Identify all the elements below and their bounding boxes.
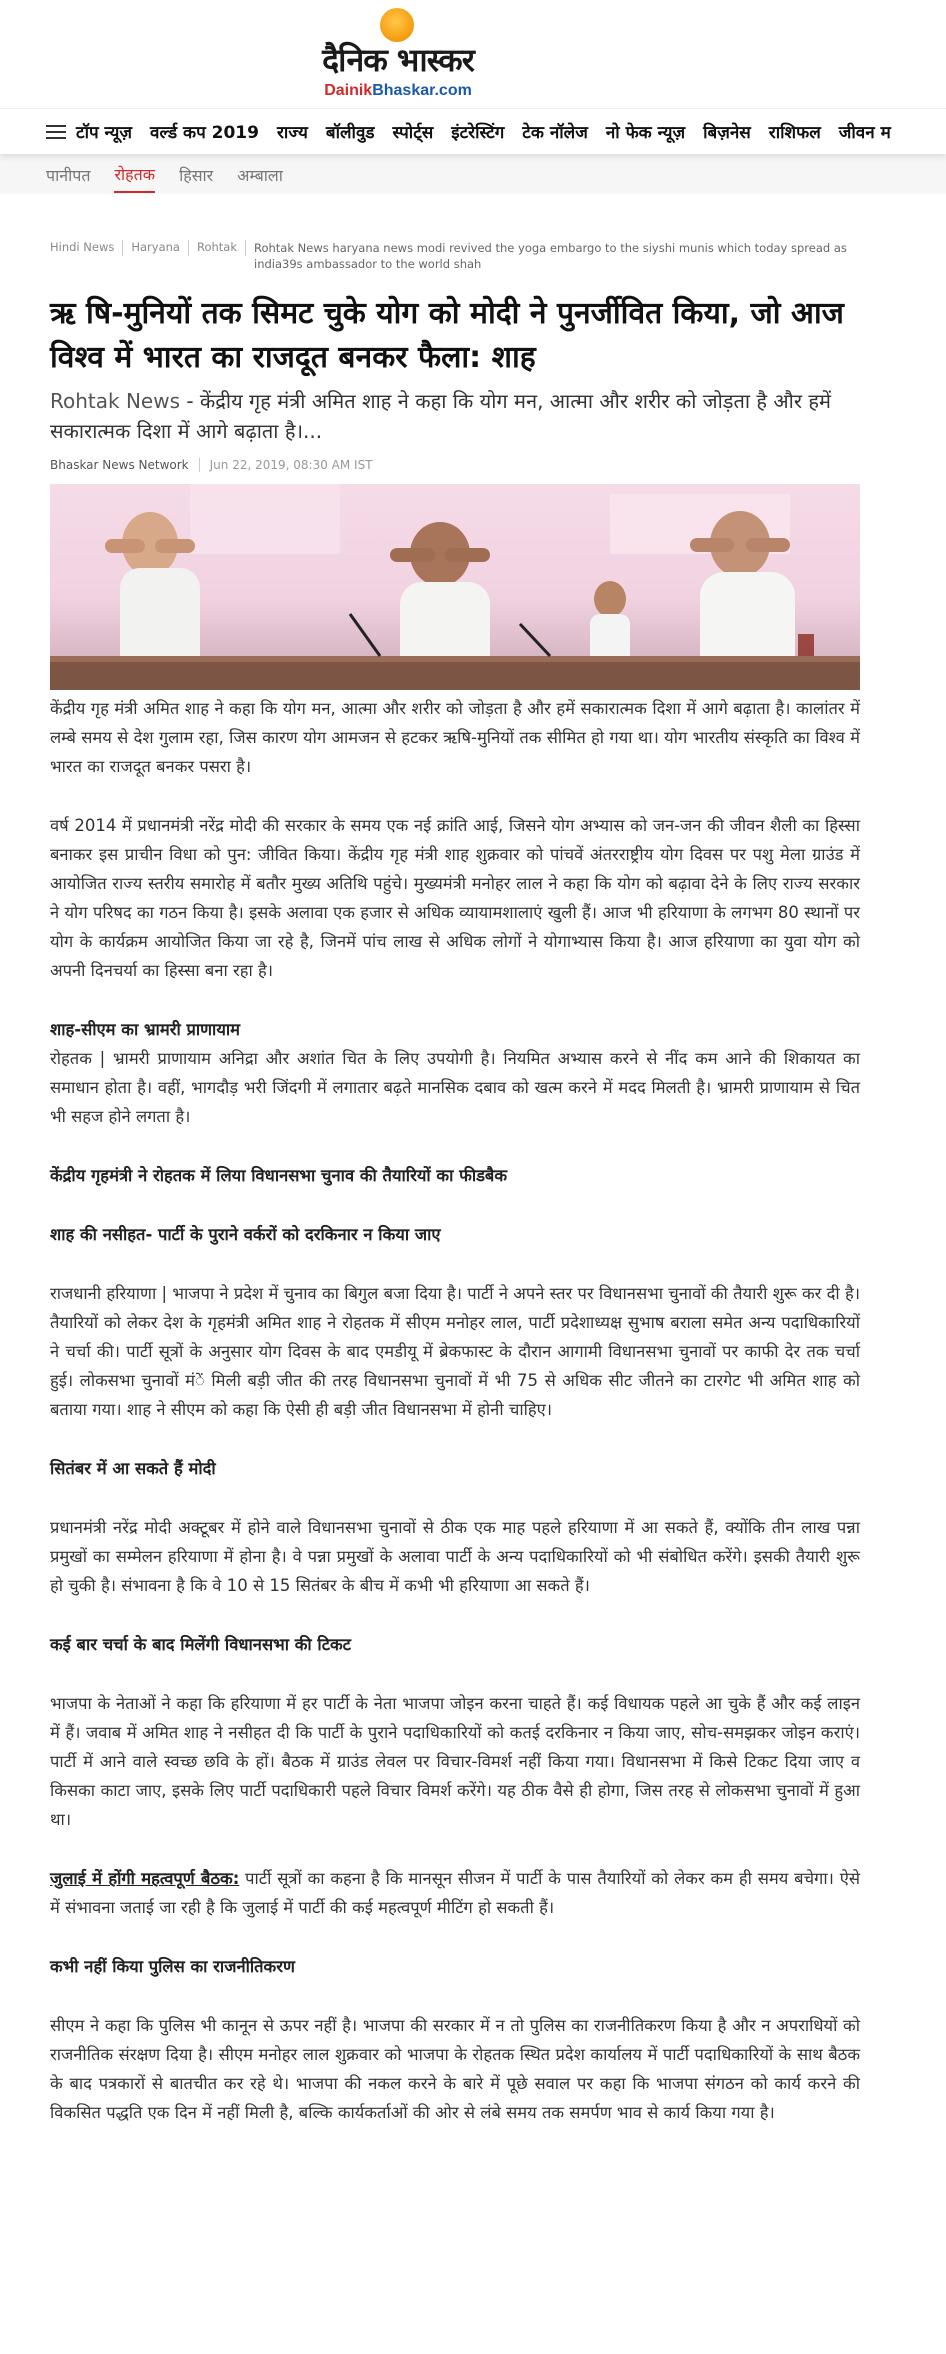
article-summary-text: - केंद्रीय गृह मंत्री अमित शाह ने कहा कि योग मन, आत्मा और शरीर को जोड़ता है और हमें सकारात्मक दिशा में आगे बढ़ाता है।... <box>50 389 831 443</box>
article-paragraph: भाजपा के नेताओं ने कहा कि हरियाणा में हर पार्टी के नेता भाजपा जोइन करना चाहते हैं। कई विधायक पहले आ चुके हैं और कई लाइन में हैं। जवाब में अमित शाह ने नसीहत दी कि पार्टी के पुराने पदाधिकारियों को कतई दरकिनार न किया जाए, सोच-समझकर जोइन कराएं। पार्टी में आने वाले स्वच्छ छवि के हों। बैठक में ग्राउंड लेवल पर विचार-विमर्श नहीं किया गया। विधानसभा में किसे टिकट दिया जाए व किसका काटा जाए, इसके लिए पार्टी पदाधिकारी पहले विचार विमर्श करेंगे। यह ठीक वैसे ही होगा, जिस तरह से लोकसभा चुनावों में हुआ था। <box>50 1694 860 1829</box>
article-date: Jun 22, 2019, 08:30 AM IST <box>209 458 373 472</box>
subnav-item-hisar[interactable]: हिसार <box>179 166 214 185</box>
logo-domain <box>298 82 498 100</box>
article-paragraph <box>50 1864 860 1922</box>
nav-item-bollywood[interactable]: बॉलीवुड <box>325 123 375 143</box>
subnav-item-rohtak[interactable]: रोहतक <box>114 155 155 193</box>
article-lead-text: पार्टी सूत्रों का कहना है कि मानसून सीजन में पार्टी के पास तैयारियों को लेकर कम ही समय बचेगा। ऐसे में संभावना जताई जा रही है कि जुलाई में पार्टी की कई महत्वपूर्ण मीटिंग हो सकती हैं। <box>50 1869 860 1917</box>
main-nav <box>0 108 946 154</box>
article-paragraph: वर्ष 2014 में प्रधानमंत्री नरेंद्र मोदी की सरकार के समय एक नई क्रांति आई, जिसने योग अभ्यास को जन-जन की जीवन शैली का हिस्सा बनाकर इस प्राचीन विधा को पुन: जीवित किया। केंद्रीय गृह मंत्री शाह शुक्रवार को पांचवें अंतरराष्ट्रीय योग दिवस पर पशु मेला ग्राउंड में आयोजित राज्य स्तरीय समारोह में बतौर मुख्य अतिथि पहुंचे। मुख्यमंत्री मनोहर लाल ने कहा कि योग को बढ़ावा देने के लिए राज्य सरकार ने योग परिषद का गठन किया है। इसके अलावा एक हजार से अधिक व्यायामशालाएं खुली हैं। आज भी हरियाणा के लगभग 80 स्थानों पर योग के कार्यक्रम आयोजित किया जा रहे है, जिनमें पांच लाख से अधिक लोगों ने योगाभ्यास किया है। आज हरियाणा का युवा योग को अपनी दिनचर्या का हिस्सा बना रहा है। <box>50 816 860 980</box>
logo-text: दैनिक भास्कर <box>322 41 474 79</box>
article-paragraph: सीएम ने कहा कि पुलिस भी कानून से ऊपर नहीं है। भाजपा की सरकार में न तो पुलिस का राजनीतिकरण किया है और न अपराधियों को राजनीतिक संरक्षण दिया है। सीएम मनोहर लाल शुक्रवार को भाजपा के रोहतक स्थित प्रदेश कार्यालय में पार्टी पदाधिकारियों के साथ बैठक के बाद पत्रकारों से बातचीत कर रहे थे। भाजपा की नकल करने के बारे में पूछे सवाल पर कहा कि भाजपा संगठन को कार्य करने की विकसित पद्धति एक दिन में नहीं मिली है, बल्कि कार्यकर्ताओं की ओर से लंबे समय तक समर्पण भाव से कार्य किया गया है। <box>50 2016 860 2122</box>
nav-item-world-cup[interactable]: वर्ल्ड कप 2019 <box>150 123 259 143</box>
subnav-item-ambala[interactable]: अम्बाला <box>237 166 283 185</box>
article-paragraph: रोहतक | भ्रामरी प्राणायाम अनिद्रा और अशांत चित के लिए उपयोगी है। नियमित अभ्यास करने से नींद कम आने की शिकायत का समाधान होता है। वहीं, भागदौड़ भरी जिंदगी में लगातार बढ़ते मानसिक दबाव को खत्म करने में मदद मिलती है। भ्रामरी प्राणायाम से चित भी सहज होने लगता है। <box>50 1049 860 1126</box>
nav-item-rashifal[interactable]: राशिफल <box>768 123 821 143</box>
article-lead: जुलाई में होंगी महत्वपूर्ण बैठक: <box>50 1869 240 1888</box>
nav-item-interesting[interactable]: इंटरेस्टिंग <box>451 123 505 143</box>
article-summary <box>50 386 870 446</box>
logo-domain-prefix: Dainik <box>324 82 373 99</box>
article-photo <box>50 484 860 690</box>
subnav-item-panipat[interactable]: पानीपत <box>46 166 91 185</box>
nav-item-top-news[interactable]: टॉप न्यूज़ <box>76 123 133 143</box>
nav-item-state[interactable]: राज्य <box>276 123 308 143</box>
nav-item-business[interactable]: बिज़नेस <box>703 123 751 143</box>
article-paragraph: प्रधानमंत्री नरेंद्र मोदी अक्टूबर में होने वाले विधानसभा चुनावों से ठीक एक माह पहले हरियाणा में आ सकते हैं, क्योंकि तीन लाख पन्ना प्रमुखों का सम्मेलन हरियाणा में होना है। वे पन्ना प्रमुखों के अलावा पार्टी के अन्य पदाधिकारियों को भी संबोधित करेंगे। इसकी तैयारी शुरू हो चुकी है। संभावना है कि वे 10 से 15 सितंबर के बीच में कभी भी हरियाणा आ सकते हैं। <box>50 1518 860 1595</box>
article-byline <box>50 458 373 472</box>
nav-item-no-fake-news[interactable]: नो फेक न्यूज़ <box>605 123 686 143</box>
article-subheading: शाह-सीएम का भ्रामरी प्राणायाम <box>50 1020 241 1039</box>
breadcrumb-rohtak[interactable]: Rohtak <box>197 240 246 256</box>
city-subnav <box>0 154 946 194</box>
yoga-event-photo <box>50 484 860 690</box>
article-subheading: शाह की नसीहत- पार्टी के पुराने वर्करों को दरकिनार न किया जाए <box>50 1225 441 1244</box>
article-subheading: सितंबर में आ सकते हैं मोदी <box>50 1459 216 1478</box>
article-body <box>50 694 860 2127</box>
nav-item-sports[interactable]: स्पोर्ट्स <box>392 123 434 143</box>
hamburger-icon[interactable] <box>46 125 66 139</box>
breadcrumb-description: Rohtak News haryana news modi revived the yoga embargo to the siyshi munis which today spread as india39s ambassador to the world shah <box>254 241 847 271</box>
article-subheading: कभी नहीं किया पुलिस का राजनीतिकरण <box>50 1957 295 1976</box>
site-header <box>0 0 946 108</box>
breadcrumb-hindi-news[interactable]: Hindi News <box>50 240 123 256</box>
breadcrumb <box>50 240 870 272</box>
site-logo[interactable] <box>298 8 498 104</box>
article-paragraph: केंद्रीय गृह मंत्री अमित शाह ने कहा कि योग मन, आत्मा और शरीर को जोड़ता है और हमें सकारात्मक दिशा में आगे बढ़ाता है। कालांतर में लम्बे समय से देश गुलाम रहा, जिस कारण योग आमजन से हटकर ऋषि-मुनियों तक सीमित हो गया था। योग भारतीय संस्कृति का विश्व में भारत का राजदूत बनकर पसरा है। <box>50 699 860 776</box>
article-subheading: कई बार चर्चा के बाद मिलेंगी विधानसभा की टिकट <box>50 1635 351 1654</box>
nav-item-jeevan[interactable]: जीवन म <box>838 123 891 143</box>
sun-logo-icon <box>380 8 414 42</box>
breadcrumb-haryana[interactable]: Haryana <box>131 240 189 256</box>
article-location: Rohtak News <box>50 389 180 413</box>
article-paragraph: राजधानी हरियाणा | भाजपा ने प्रदेश में चुनाव का बिगुल बजा दिया है। पार्टी ने अपने स्तर पर विधानसभा चुनावों की तैयारी शुरू कर दी है। तैयारियों को लेकर देश के गृहमंत्री अमित शाह ने रोहतक में सीएम मनोहर लाल, पार्टी प्रदेशाध्यक्ष सुभाष बराला समेत अन्य पदाधिकारियों ने चर्चा की। पार्टी सूत्रों के अनुसार योग दिवस के बाद एमडीयू में ब्रेकफास्ट के दौरान आगामी विधानसभा चुनावों पर काफी देर तक चर्चा हुई। लोकसभा चुनावों मंें मिली बड़ी जीत की तरह विधानसभा चुनावों में भी 75 से अधिक सीट जीतने का टारगेट भी अमित शाह को बताया गया। शाह ने सीएम को कहा कि ऐसी ही बड़ी जीत विधानसभा में होनी चाहिए। <box>50 1284 860 1419</box>
nav-item-tech-knowledge[interactable]: टेक नॉलेज <box>522 123 588 143</box>
article-title: ऋ षि-मुनियों तक सिमट चुके योग को मोदी ने पुनर्जीवित किया, जो आज विश्व में भारत का राजदूत बनकर फैला: शाह <box>50 296 844 375</box>
logo-domain-suffix: Bhaskar.com <box>372 82 472 99</box>
article-author: Bhaskar News Network <box>50 458 200 472</box>
article-subheading: केंद्रीय गृहमंत्री ने रोहतक में लिया विधानसभा चुनाव की तैयारियों का फीडबैक <box>50 1166 508 1185</box>
